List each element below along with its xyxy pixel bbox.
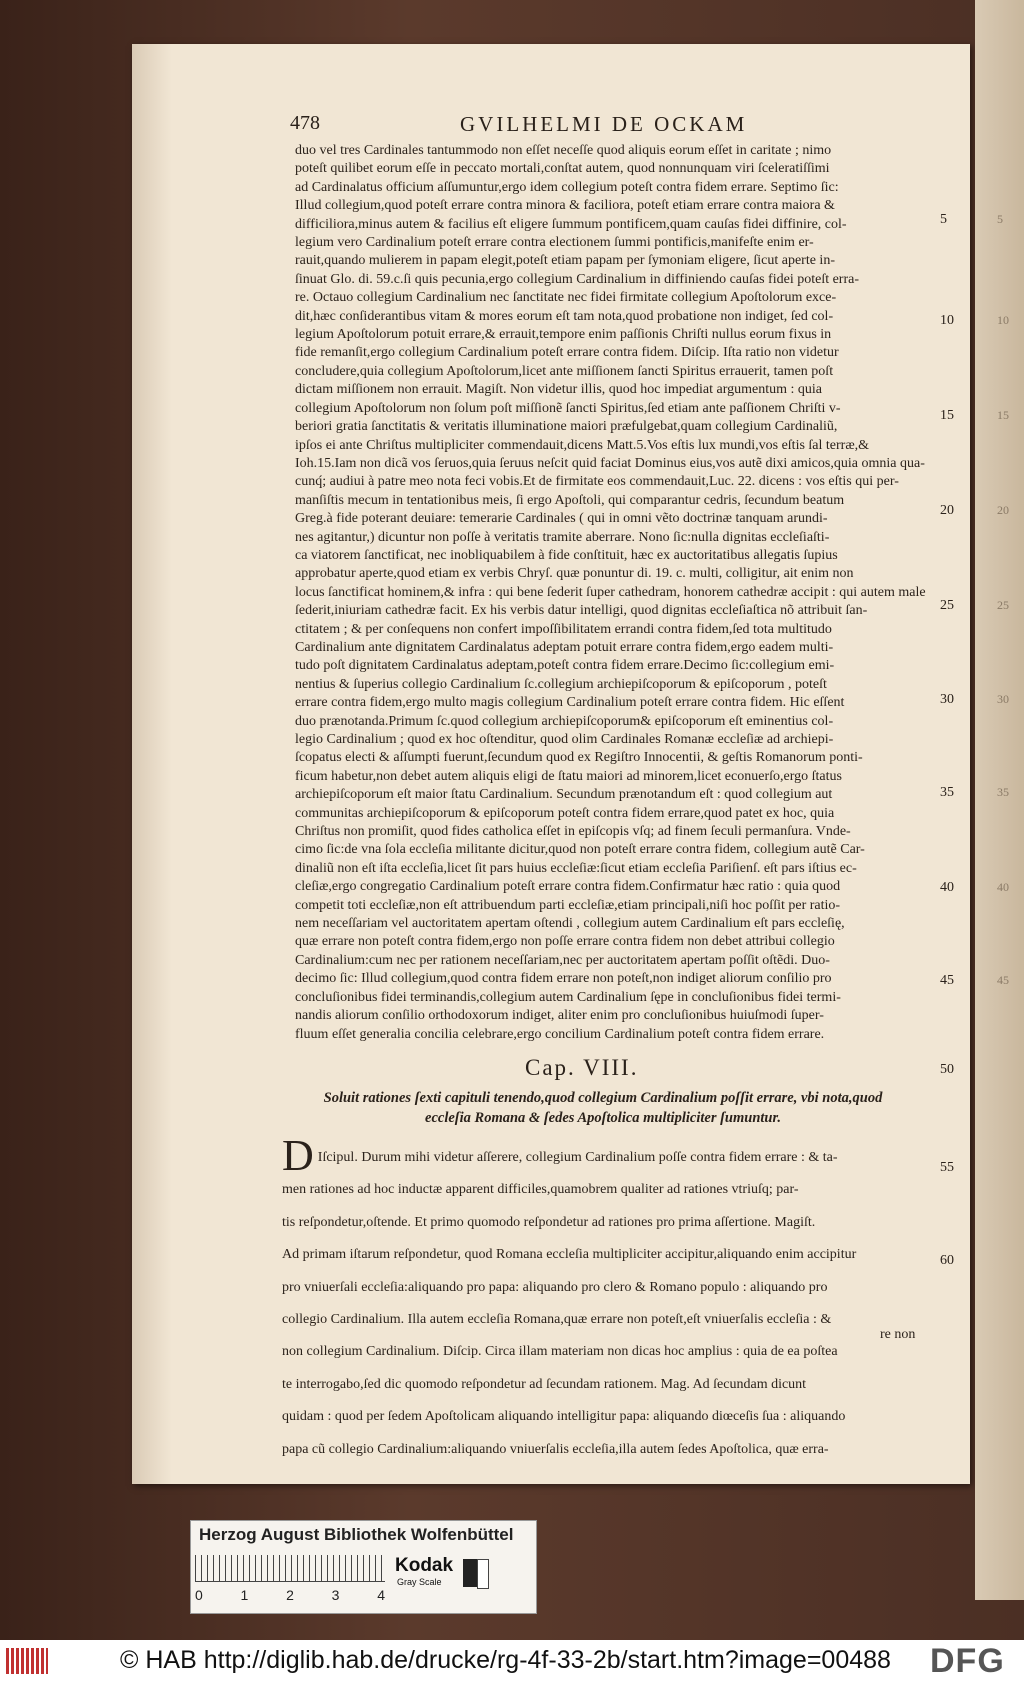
text-line: rauit,quando mulierem in papam elegit,poteſt etiam papam per ſymoniam eligere, ſicut aperte in- — [295, 253, 835, 269]
edge-line-number: 30 — [997, 692, 1009, 706]
line-number: 60 — [940, 1253, 954, 1268]
chapter-text-block — [282, 1131, 922, 1473]
facing-page-edge — [975, 0, 1024, 1600]
text-line: ipſos ei ante Chriſtus multipliciter commendauit,dicens Matt.5.Vos eſtis lux mundi,vos eſtis ſal terræ,& — [295, 437, 870, 453]
text-line: collegium Apoſtolorum non ſolum poſt miſſionẽ ſancti Spiritus,ſed etiam ante paſſionem Chriſti v- — [295, 400, 841, 416]
text-line: legio Cardinalium ; quod ex hoc oſtenditur, quod olim Cardinales Romanæ eccleſiæ ad archiepi- — [295, 732, 834, 747]
text-line: Cardinalium ante dignitatem Cardinalatus adeptam potuit errare contra fidem,ergo eadem multi- — [295, 639, 834, 655]
text-line: concludere,quia collegium Apoſtolorum,licet ante miſſionem ſancti Spiritus errauerit, tamen poſt — [295, 363, 834, 379]
line-number: 35 — [940, 785, 954, 800]
ruler-tick-label: 4 — [377, 1587, 385, 1603]
text-line: communitas archiepiſcoporum & epiſcoporum poteſt contra fidem errare,quod patet ex hoc, quia — [295, 805, 835, 821]
text-line: archiepiſcoporum eſt maior ſtatu Cardinalium. Secundum prænotandum eſt : quod collegium aut — [295, 787, 833, 803]
gray-swatch-light — [477, 1559, 489, 1589]
text-line: collegio Cardinalium. Illa autem eccleſia Romana,quæ errare non poteſt,eſt vniuerſalis eccleſia : & — [282, 1312, 832, 1328]
drop-cap: D — [282, 1131, 314, 1180]
text-line: cimo ſic:de vna ſola eccleſia militante dicitur,quod non poteſt errare contra fidem, collegium autẽ Car- — [295, 842, 865, 858]
line-number: 45 — [940, 973, 954, 988]
edge-line-number: 25 — [997, 598, 1009, 612]
text-line: te interrogabo,ſed dic quomodo reſpondetur ad ſecundam rationem. Mag. Ad ſecundam dicunt — [282, 1376, 807, 1392]
catchword: re non — [880, 1327, 916, 1342]
text-line: Ioh.15.Iam non dicã vos ſeruos,quia ſeruus neſcit quid faciat Dominus eius,vos autẽ dixi amicos,quia omnia qua- — [295, 455, 925, 471]
text-line: ſederit,iniuriam cathedræ facit. Ex his verbis datur intelligi, quod dignitas eccleſiaſtica nõ attribuit ſan- — [295, 603, 868, 619]
text-line: difficiliora,minus autem & facilius eſt eligere ſummum pontificem,quam cauſas fidei diffinire, col- — [295, 216, 847, 232]
text-line: competit toti eccleſiæ,non eſt attribuendum parti eccleſiæ,etiam principali,niſi hoc poſſit per ratio- — [295, 897, 841, 913]
text-line: quidam : quod per ſedem Apoſtolicam aliquando intelligitur papa: aliquando diœceſis ſua : aliquando — [282, 1409, 846, 1425]
footer-url[interactable]: © HAB http://diglib.hab.de/drucke/rg-4f-33-2b/start.htm?image=00488 — [120, 1646, 891, 1674]
line-number: 5 — [940, 212, 947, 227]
text-line: duo prænotanda.Primum ſc.quod collegium archiepiſcoporum& epiſcoporum eſt eminentius col- — [295, 713, 834, 729]
running-title: GVILHELMI DE OCKAM — [460, 112, 748, 136]
line-number: 55 — [940, 1160, 954, 1175]
text-line: fluum eſſet generalia concilia celebrare,ergo concilium Cardinalium poteſt contra fidem errare. — [295, 1026, 825, 1042]
text-line: tudo poſt dignitatem Cardinalatus adeptam,poteſt contra fidem errare.Decimo ſic:collegium emi- — [295, 658, 835, 674]
ruler-tick-label: 2 — [286, 1587, 294, 1603]
text-line: dinaliũ non eſt iſta eccleſia,licet ſit pars huius eccleſiæ:ſicut etiam eccleſia Pariſienſ. eſt pars iſtius ec- — [295, 860, 857, 876]
text-line: nem neceſſariam vel auctoritatem apertam oſtendi , collegium autem Cardinalium eſt pars eccleſię, — [295, 916, 845, 932]
text-line: nandis aliorum conſilio orthodoxorum indiget, aliter enim pro concluſionibus huiuſmodi ſuper- — [295, 1008, 824, 1024]
text-line: non collegium Cardinalium. Diſcip. Circa illam materiam non dicas hoc amplius : quia de ea poſtea — [282, 1344, 838, 1360]
text-line: ca viatorem ſanctificat, nec inobliquabilem à fide conſtituit, hæc ex auctoritatibus allegatis ſupius — [295, 547, 838, 563]
text-line: cunq́; audiui à patre meo nota feci vobis.Et de firmitate eos commendauit,Luc. 22. dicens : vos eſtis qui per- — [295, 474, 899, 490]
text-line: ſinuat Glo. di. 59.c.ſi quis pecunia,ergo collegium Cardinalium in diffiniendo cauſas fidei poteſt erra- — [295, 271, 860, 287]
text-line: legium vero Cardinalium poteſt errare contra electionem ſummi pontificis,manifeſte enim er- — [295, 235, 814, 251]
edge-line-number: 45 — [997, 973, 1009, 987]
chapter-title: Cap. VIII. — [525, 1055, 639, 1080]
line-number: 20 — [940, 503, 954, 518]
text-line: ctitatem ; & per conſequens non confert impoſſibilitatem errandi contra fidem,ſed tota multitudo — [295, 621, 832, 637]
text-line: cleſiæ,ergo congregatio Cardinalium poteſt errare contra fidem.Confirmatur hæc ratio : quia quod — [295, 879, 841, 895]
gray-swatch-dark — [463, 1559, 477, 1587]
kodak-logo: Kodak — [395, 1555, 454, 1576]
text-line: Cardinalium:cum nec per rationem neceſſariam,nec per auctoritatem apertam poſſit oſtẽdi. Duo- — [295, 952, 830, 968]
line-number: 30 — [940, 692, 954, 707]
library-name: Herzog August Bibliothek Wolfenbüttel — [199, 1525, 514, 1544]
line-number: 25 — [940, 598, 954, 613]
text-line: manſiſtis mecum in tentationibus meis, ſi ergo Apoſtoli, qui comparantur cedris, ſecundum beatum — [295, 492, 845, 508]
text-line: ficum habetur,non debet autem aliquis eligi de ſtatu maiori ad minorem,licet econuerſo,ergo ſtatus — [295, 768, 842, 784]
running-head — [290, 112, 850, 136]
text-line: beriori gratia ſanctitatis & veritatis illuminatione maiori præfulgebat,quam collegium Cardinaliũ, — [295, 419, 838, 435]
ruler-tick-label: 3 — [331, 1587, 340, 1603]
edge-line-number: 15 — [997, 408, 1009, 422]
scale-card — [190, 1520, 537, 1614]
edge-line-number: 20 — [997, 503, 1009, 517]
text-line: decimo ſic: Illud collegium,quod contra fidem errare non poteſt,non indiget aliorum conſilio pro — [295, 971, 832, 987]
text-line: ſcopatus electi & aſſumpti fuerunt,ſecundum quod ex Regiſtro Innocentii, & geſtis Romanorum ponti- — [295, 750, 863, 766]
text-line: fide remanſit,ergo collegium Cardinalium poteſt errare contra fidem. Diſcip. Iſta ratio non videtur — [295, 345, 839, 361]
edge-line-number: 40 — [997, 880, 1009, 894]
text-line: dictam miſſionem non errauit. Magiſt. Non videtur illis, quod hoc impediat argumentum : quia — [295, 382, 822, 398]
text-line: Illud collegium,quod poteſt errare contra minora & faciliora, poteſt etiam errare contra maiora & — [295, 198, 835, 214]
text-line: pro vniuerſali eccleſia:aliquando pro papa: aliquando pro clero & Romano populo : aliquando pro — [282, 1279, 828, 1295]
text-line: ad Cardinalatus officium aſſumuntur,ergo idem collegium poteſt contra fidem errare. Septimo ſic: — [295, 179, 839, 195]
text-line: papa cũ collegio Cardinalium:aliquando vniuerſalis eccleſia,illa autem ſedes Apoſtolica, quæ erra- — [282, 1441, 829, 1457]
line-number: 10 — [940, 313, 954, 328]
footer-bar — [0, 1640, 1024, 1683]
text-line: nes agitantur,) dicuntur non poſſe à veritatis tramite aberrare. Nono ſic:nulla dignitas eccleſiaſti- — [295, 529, 830, 545]
text-line: dit,hæc conſiderantibus vitam & mores eorum eſt tam nota,quod probatione non indiget, ſed col- — [295, 308, 834, 324]
text-line: legium Apoſtolorum potuit errare,& errauit,tempore enim paſſionis Chriſti nullus eorum fixus in — [295, 327, 832, 343]
text-line: tis reſpondetur,oſtende. Et primo quomodo reſpondetur ad rationes pro prima aſſertione. Magiſt. — [282, 1214, 816, 1230]
text-line: errare contra fidem,ergo multo magis collegium Cardinalium poteſt errare contra fidem. Hic eſſent — [295, 695, 845, 711]
text-line: Chriſtus non promiſit, quod fides catholica eſſet in epiſcopis vſq; ad finem ſeculi permanſura. Vnde- — [295, 824, 851, 840]
edge-line-number: 10 — [997, 313, 1009, 327]
text-line: Ad primam iſtarum reſpondetur, quod Romana eccleſia multipliciter accipitur,aliquando enim accipitur — [282, 1247, 857, 1263]
page-number: 478 — [290, 112, 320, 134]
text-line: Greg.à fide poterant deuiare: temerarie Cardinales ( qui in omni vẽto doctrinæ tanquam arundi- — [295, 511, 828, 527]
edge-line-number: 5 — [997, 212, 1003, 226]
edge-line-number: 35 — [997, 785, 1009, 799]
line-number: 40 — [940, 880, 954, 895]
ruler-numbers — [195, 1587, 385, 1603]
text-line: men rationes ad hoc inductæ apparent difficiles,quamobrem qualiter ad rationes vtriuſq; par- — [282, 1182, 799, 1198]
text-line: quæ errare non poteſt contra fidem,ergo non poſſe errare contra fidem non debet attribui collegio — [295, 934, 835, 950]
text-line: nentius & ſuperius collegio Cardinalium ſc.collegium archiepiſcoporum & epiſcoporum , poteſt — [295, 676, 827, 692]
ruler-scale — [195, 1555, 385, 1582]
gray-scale-label: Gray Scale — [397, 1577, 442, 1587]
line-number: 50 — [940, 1062, 954, 1077]
text-line: locus ſanctificat hominem,& infra : qui bene ſederit ſuper cathedram, honorem cathedræ accipit : qui autem male — [295, 584, 926, 600]
text-line: concluſionibus fidei terminandis,collegium autem Cardinalium ſępe in concluſionibus fidei termi- — [295, 989, 841, 1005]
text-line: re. Octauo collegium Cardinalium nec ſanctitate nec fidei firmitate collegium Apoſtolorum exce- — [295, 290, 837, 306]
hab-logo-icon — [6, 1648, 48, 1674]
text-line: Iſcipul. Durum mihi videtur aſſerere, collegium Cardinalium poſſe contra fidem errare : & ta- — [317, 1150, 838, 1165]
text-line: duo vel tres Cardinales tantummodo non eſſet neceſſe quod aliquis eorum eſſet in caritate ; nimo — [295, 143, 832, 158]
ruler-tick-label: 0 — [195, 1587, 203, 1603]
main-text-block — [295, 142, 935, 1044]
dfg-logo: DFG — [930, 1642, 1005, 1680]
chapter-subtitle: Soluit rationes ſexti capituli tenendo,quod collegium Cardinalium poſſit errare, vbi nota,quod eccleſia Romana & ſedes Apoſtolica multipliciter ſumuntur. — [323, 1090, 883, 1126]
line-number: 15 — [940, 408, 954, 423]
text-line: poteſt quilibet eorum eſſe in peccato mortali,conſtat autem, quod nonnunquam viri ſceleratiſſimi — [295, 161, 830, 177]
ruler-tick-label: 1 — [240, 1587, 249, 1603]
text-line: approbatur aperte,quod etiam ex verbis Chryſ. quæ ponuntur di. 19. c. multi, colligitur, ait enim non — [295, 566, 854, 582]
